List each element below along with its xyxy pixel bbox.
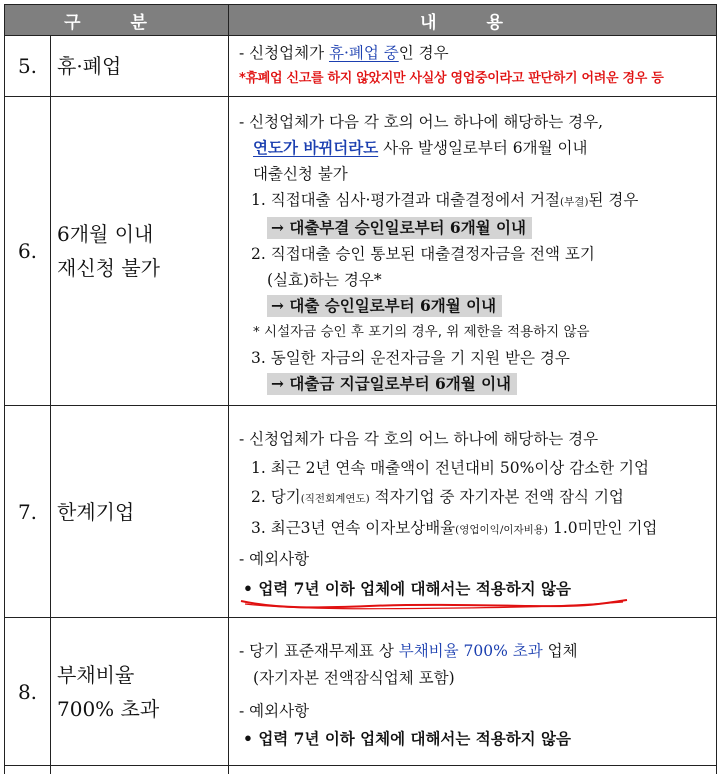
text: 인 경우 xyxy=(398,44,449,62)
row-number: 7. xyxy=(5,406,51,618)
row-category xyxy=(51,618,229,766)
highlight-text: 부채비율 700% 초과 xyxy=(398,641,543,660)
exception-label: - 예외사항 xyxy=(239,701,310,720)
text: - 신청업체가 xyxy=(239,44,329,62)
table-row xyxy=(5,36,717,97)
table-row-partial xyxy=(5,766,717,774)
content-line: - 신청업체가 다음 각 호의 어느 하나에 해당하는 경우 xyxy=(239,430,599,448)
text: 2. 당기 xyxy=(251,488,301,506)
category-line: 부채비율 xyxy=(57,662,135,687)
annotated-text xyxy=(243,574,571,603)
text: - 당기 표준재무제표 상 xyxy=(239,641,399,660)
content-line xyxy=(239,135,708,161)
text: 사유 발생일로부터 6개월 이내 xyxy=(378,139,588,157)
list-item xyxy=(239,483,708,514)
table-row xyxy=(5,618,717,766)
red-underline-annotation xyxy=(239,597,631,611)
row-category xyxy=(51,406,229,618)
small-text: (영업이익/이자비용) xyxy=(455,524,549,536)
small-text: (부결) xyxy=(559,196,589,208)
text: 업체 xyxy=(542,641,578,660)
category-line: 휴·폐업 xyxy=(57,54,122,78)
list-item: 1. 최근 2년 연속 매출액이 전년대비 50%이상 감소한 기업 xyxy=(251,459,649,477)
list-item: 3. 동일한 자금의 운전자금을 기 지원 받은 경우 xyxy=(251,349,570,367)
content-line xyxy=(239,638,708,665)
content-line: (자기자본 전액잠식업체 포함) xyxy=(253,668,455,687)
category-line: 한계기업 xyxy=(57,499,135,524)
loan-restriction-table xyxy=(4,4,717,774)
footnote-text: * 시설자금 승인 후 포기의 경우, 위 제한을 적용하지 않음 xyxy=(253,324,590,340)
note-text: *휴폐업 신고를 하지 않았지만 사실상 영업중이라고 판단하기 어려운 경우 등 xyxy=(239,71,664,86)
row-category xyxy=(51,36,229,97)
row-content-empty xyxy=(229,766,717,774)
list-result xyxy=(239,293,708,319)
content-line: 대출신청 불가 xyxy=(253,165,348,183)
row-content xyxy=(229,406,717,618)
category-line: 재신청 불가 xyxy=(57,256,160,280)
content-line: - 신청업체가 다음 각 호의 어느 하나에 해당하는 경우, xyxy=(239,113,604,131)
highlight-text: 휴·폐업 중 xyxy=(328,44,399,62)
small-text: (직전회계연도) xyxy=(300,493,370,505)
row-category-empty xyxy=(51,766,229,774)
list-item xyxy=(239,514,708,545)
row-number-empty xyxy=(5,766,51,774)
list-result xyxy=(239,215,708,241)
text: 적자기업 중 자기자본 전액 잠식 기업 xyxy=(369,488,624,506)
list-item: 2. 직접대출 승인 통보된 대출결정자금을 전액 포기 xyxy=(251,245,595,263)
list-item xyxy=(239,187,708,215)
category-line: 6개월 이내 xyxy=(57,222,154,246)
category-line: 700% 초과 xyxy=(57,696,160,721)
row-content xyxy=(229,36,717,97)
text: 된 경우 xyxy=(588,191,639,209)
text: 1. 직접대출 심사·평가결과 대출결정에서 거절 xyxy=(251,191,560,209)
header-row xyxy=(5,5,717,36)
table-row xyxy=(5,406,717,618)
list-item-continued: (실효)하는 경우* xyxy=(267,271,382,289)
row-content xyxy=(229,97,717,406)
text: 3. 최근3년 연속 이자보상배율 xyxy=(251,519,456,537)
exception-item: • 업력 7년 이하 업체에 대해서는 적용하지 않음 xyxy=(243,728,571,748)
exception-item xyxy=(239,574,708,604)
header-content: 내 용 xyxy=(229,5,717,36)
highlight-text: 연도가 바뀌더라도 xyxy=(253,138,379,157)
row-content xyxy=(229,618,717,766)
row-number: 5. xyxy=(5,36,51,97)
text: • 업력 7년 이하 업체에 대해서는 적용하지 않음 xyxy=(243,579,571,598)
list-result xyxy=(239,371,708,397)
text: 1.0미만인 기업 xyxy=(548,519,658,537)
row-number: 8. xyxy=(5,618,51,766)
row-number: 6. xyxy=(5,97,51,406)
table-row xyxy=(5,97,717,406)
result-text: → 대출 승인일로부터 6개월 이내 xyxy=(267,295,502,317)
content-line xyxy=(239,40,708,66)
row-category xyxy=(51,97,229,406)
result-text: → 대출금 지급일로부터 6개월 이내 xyxy=(267,373,517,395)
result-text: → 대출부결 승인일로부터 6개월 이내 xyxy=(267,217,532,239)
header-category: 구 분 xyxy=(5,5,229,36)
exception-label: - 예외사항 xyxy=(239,550,310,568)
